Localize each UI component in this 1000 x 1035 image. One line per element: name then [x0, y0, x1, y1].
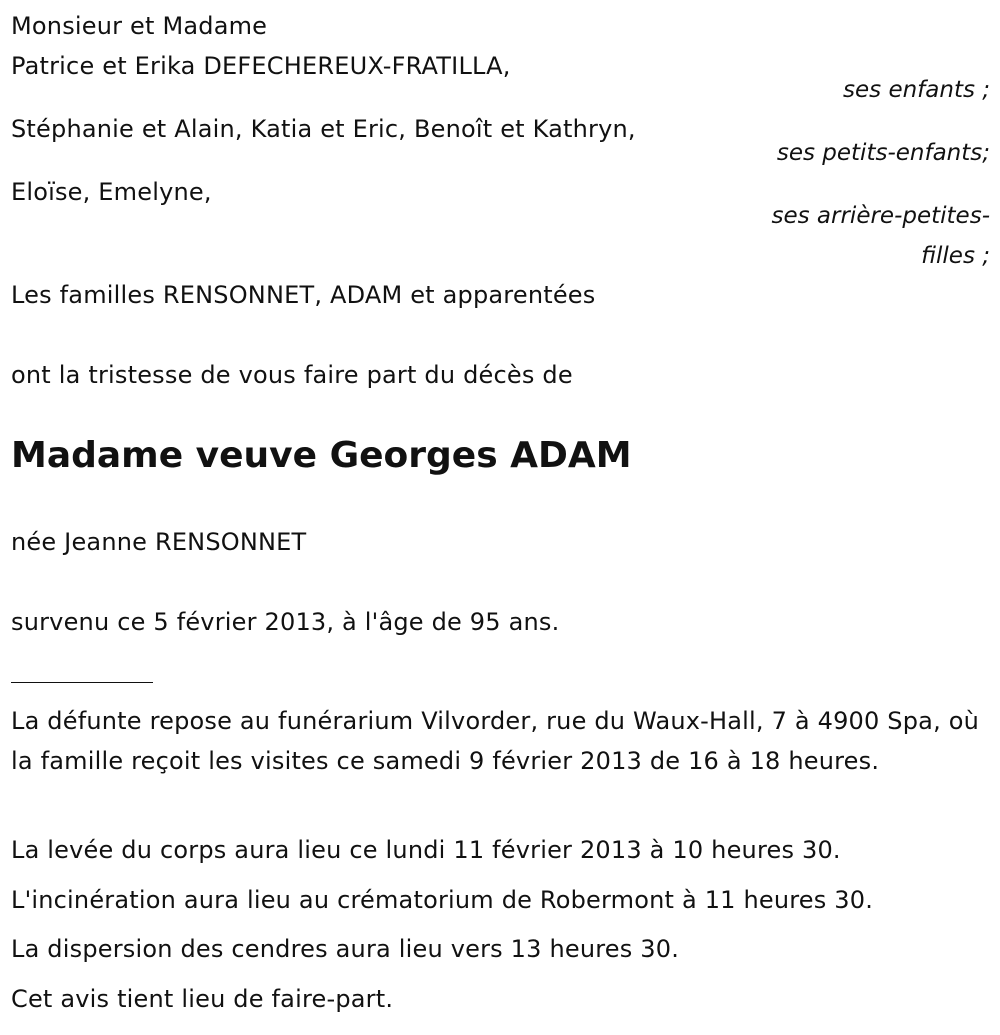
death-details: survenu ce 5 février 2013, à l'âge de 95 ans.	[11, 608, 560, 636]
intro-line-1: Monsieur et Madame	[11, 12, 268, 40]
cremation-details: L'incinération aura lieu au crématorium de Robermont à 11 heures 30.	[11, 886, 874, 914]
great-grandchildren-role-line-2: filles ;	[921, 243, 990, 269]
children-role: ses enfants ;	[843, 77, 990, 103]
families-line: Les familles RENSONNET, ADAM et apparentées	[11, 281, 596, 309]
grandchildren-role: ses petits-enfants;	[776, 140, 990, 166]
deceased-name: Madame veuve Georges ADAM	[11, 435, 632, 476]
great-grandchildren-role-line-1: ses arrière-petites-	[771, 203, 990, 229]
intro-line-2: Patrice et Erika DEFECHEREUX-FRATILLA,	[11, 52, 511, 80]
rest-details: La défunte repose au funérarium Vilvorder, rue du Waux-Hall, 7 à 4900 Spa, où la famille reçoit les visites ce samedi 9 février 2013 de 16 à 18 heures.	[11, 707, 980, 775]
grandchildren-names: Stéphanie et Alain, Katia et Eric, Benoît et Kathryn,	[11, 115, 636, 143]
announcement-line: ont la tristesse de vous faire part du décès de	[11, 361, 573, 389]
notice-line: Cet avis tient lieu de faire-part.	[11, 985, 394, 1013]
separator-rule	[11, 682, 153, 683]
birth-name: née Jeanne RENSONNET	[11, 528, 307, 556]
great-grandchildren-names: Eloïse, Emelyne,	[11, 178, 212, 206]
dispersion-details: La dispersion des cendres aura lieu vers 13 heures 30.	[11, 935, 680, 963]
levee-details: La levée du corps aura lieu ce lundi 11 février 2013 à 10 heures 30.	[11, 836, 841, 864]
